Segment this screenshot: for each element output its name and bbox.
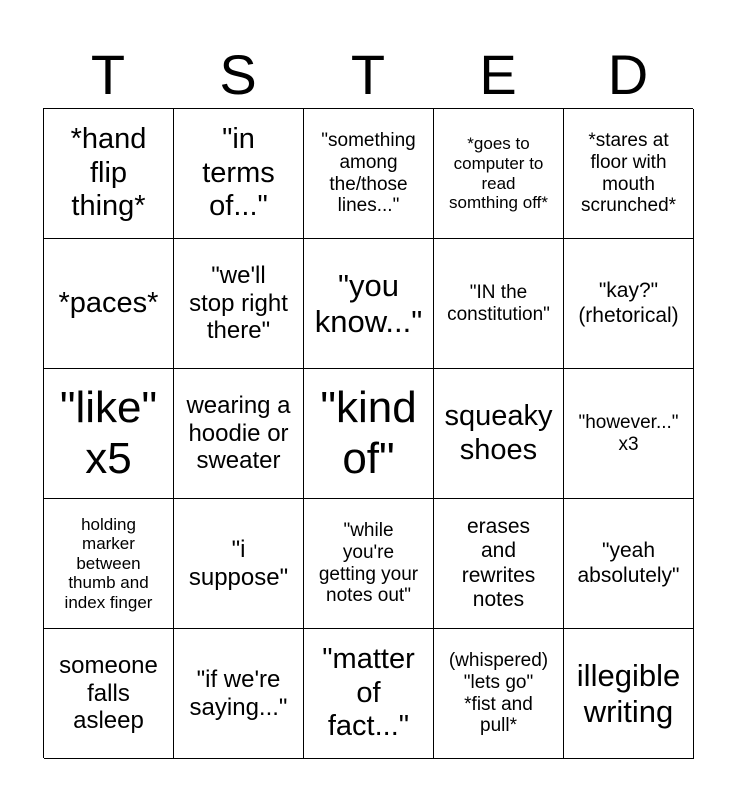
bingo-cell[interactable] (304, 629, 434, 759)
cell-text: *hand flip thing* (70, 123, 147, 223)
bingo-header (43, 42, 693, 108)
bingo-cell[interactable] (174, 629, 304, 759)
header-letter-3: T (350, 43, 386, 106)
bingo-cell[interactable] (44, 629, 174, 759)
cell-text: *goes to computer to read somthing off* (449, 134, 548, 213)
cell-text: "if we're saying..." (189, 665, 288, 721)
bingo-cell[interactable] (304, 239, 434, 369)
bingo-cell[interactable] (434, 369, 564, 499)
bingo-cell[interactable] (44, 499, 174, 629)
cell-text: "i suppose" (188, 535, 289, 591)
bingo-cell[interactable] (304, 499, 434, 629)
bingo-cell[interactable] (174, 499, 304, 629)
cell-text: "you know..." (314, 267, 423, 339)
bingo-cell[interactable] (564, 499, 694, 629)
header-letter-1: T (90, 43, 126, 106)
cell-text: erases and rewrites notes (461, 515, 536, 611)
cell-text: someone falls asleep (59, 652, 158, 735)
header-letter-4: E (479, 43, 517, 106)
cell-text: holding marker between thumb and index finger (64, 514, 153, 612)
bingo-cell[interactable] (564, 239, 694, 369)
cell-text: "kind of" (320, 382, 417, 483)
cell-text: *paces* (58, 286, 159, 319)
bingo-cell[interactable] (44, 369, 174, 499)
header-letter-5: D (607, 43, 649, 106)
cell-text: "IN the constitution" (447, 281, 550, 325)
bingo-cell[interactable] (434, 239, 564, 369)
bingo-cell[interactable] (44, 109, 174, 239)
bingo-cell[interactable] (304, 369, 434, 499)
cell-text: wearing a hoodie or sweater (186, 392, 291, 475)
bingo-cell[interactable] (44, 239, 174, 369)
cell-text: *stares at floor with mouth scrunched* (580, 129, 677, 217)
bingo-cell[interactable] (434, 109, 564, 239)
cell-text: illegible writing (576, 657, 681, 729)
bingo-cell[interactable] (434, 499, 564, 629)
bingo-cell[interactable] (174, 239, 304, 369)
cell-text: "like" x5 (59, 382, 158, 483)
header-letter-2: S (219, 43, 257, 106)
cell-text: "kay?" (rhetorical) (578, 279, 679, 327)
cell-text: squeaky shoes (444, 400, 553, 466)
bingo-cell[interactable] (564, 369, 694, 499)
cell-text: "we'll stop right there" (189, 262, 288, 345)
bingo-cell[interactable] (564, 629, 694, 759)
bingo-grid (43, 108, 693, 758)
cell-text: (whispered) "lets go" *fist and pull* (448, 649, 549, 737)
bingo-cell[interactable] (304, 109, 434, 239)
cell-text: "yeah absolutely" (577, 539, 680, 587)
bingo-cell[interactable] (434, 629, 564, 759)
cell-text: "something among the/those lines..." (321, 129, 416, 217)
bingo-cell[interactable] (564, 109, 694, 239)
cell-text: "while you're getting your notes out" (318, 519, 419, 607)
bingo-cell[interactable] (174, 109, 304, 239)
bingo-cell[interactable] (174, 369, 304, 499)
cell-text: "matter of fact..." (322, 643, 415, 743)
cell-text: "in terms of..." (202, 123, 275, 223)
cell-text: "however..." x3 (578, 411, 679, 455)
